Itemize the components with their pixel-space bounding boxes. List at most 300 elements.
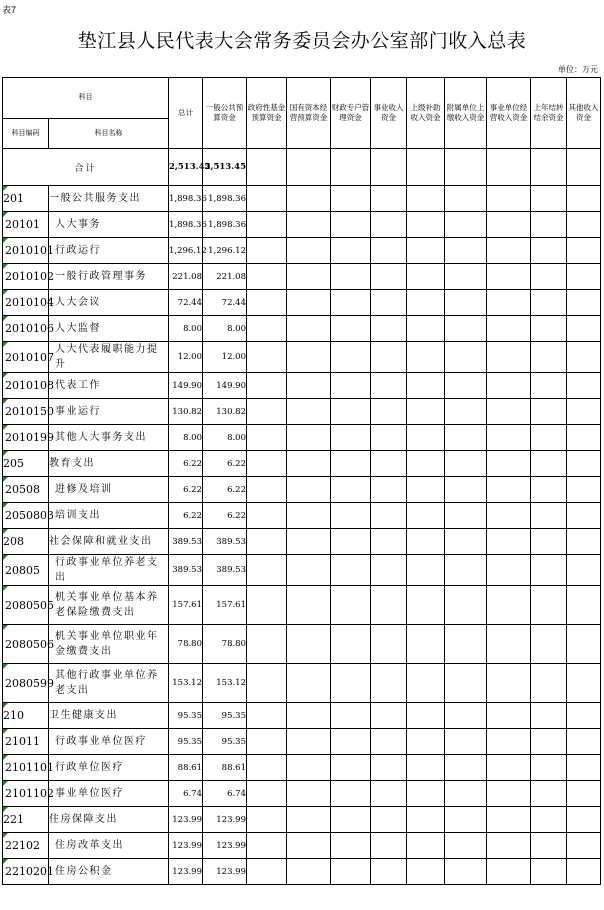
- empty-cell: [567, 149, 601, 186]
- empty-cell: [445, 212, 487, 238]
- total-amount: 2,513.45: [169, 149, 203, 186]
- empty-cell: [287, 399, 331, 425]
- empty-cell: [445, 451, 487, 477]
- empty-cell: [287, 477, 331, 503]
- empty-cell: [371, 625, 407, 664]
- empty-cell: [331, 664, 371, 703]
- subject-code: 2080505: [5, 598, 54, 612]
- empty-cell: [487, 149, 531, 186]
- row-general-budget: 221.08: [203, 264, 247, 290]
- header-subject-code: 科目编码: [3, 119, 49, 149]
- subject-code: 2010104: [5, 296, 54, 309]
- empty-cell: [567, 555, 601, 586]
- subject-name: 一般公共服务支出: [49, 186, 169, 212]
- empty-cell: [531, 755, 567, 781]
- empty-cell: [487, 625, 531, 664]
- empty-cell: [407, 833, 445, 859]
- empty-cell: [531, 833, 567, 859]
- empty-cell: [445, 859, 487, 885]
- page-title: 垫江县人民代表大会常务委员会办公室部门收入总表: [77, 30, 527, 52]
- subject-code-cell: [3, 290, 54, 316]
- cell-marker-icon: [3, 807, 8, 812]
- row-total: 72.44: [169, 290, 203, 316]
- empty-cell: [531, 703, 567, 729]
- empty-cell: [247, 399, 287, 425]
- subject-code-cell: [3, 729, 49, 755]
- row-total: 149.90: [169, 373, 203, 399]
- subject-code-cell: [3, 664, 54, 703]
- empty-cell: [445, 503, 487, 529]
- empty-cell: [331, 290, 371, 316]
- cell-marker-icon: [3, 316, 8, 321]
- empty-cell: [407, 149, 445, 186]
- empty-cell: [331, 755, 371, 781]
- subject-code: 205: [3, 457, 24, 470]
- empty-cell: [407, 703, 445, 729]
- row-general-budget: 123.99: [203, 859, 247, 885]
- table-row: [3, 503, 601, 529]
- empty-cell: [407, 290, 445, 316]
- empty-cell: [445, 264, 487, 290]
- row-total: 157.61: [169, 586, 203, 625]
- empty-cell: [371, 342, 407, 373]
- row-general-budget: 149.90: [203, 373, 247, 399]
- empty-cell: [287, 503, 331, 529]
- row-total: 88.61: [169, 755, 203, 781]
- empty-cell: [247, 425, 287, 451]
- subject-code: 2101101: [5, 761, 54, 774]
- empty-cell: [247, 833, 287, 859]
- empty-cell: [247, 729, 287, 755]
- empty-cell: [407, 373, 445, 399]
- row-general-budget: 88.61: [203, 755, 247, 781]
- table-row: [3, 425, 601, 451]
- empty-cell: [287, 729, 331, 755]
- empty-cell: [407, 755, 445, 781]
- row-total: 123.99: [169, 833, 203, 859]
- empty-cell: [531, 503, 567, 529]
- row-total: 1,898.36: [169, 186, 203, 212]
- empty-cell: [287, 212, 331, 238]
- empty-cell: [567, 833, 601, 859]
- subject-name: 事业运行: [49, 399, 169, 425]
- row-general-budget: 95.35: [203, 703, 247, 729]
- empty-cell: [445, 477, 487, 503]
- empty-cell: [567, 399, 601, 425]
- empty-cell: [487, 186, 531, 212]
- cell-marker-icon: [3, 186, 8, 191]
- empty-cell: [247, 212, 287, 238]
- empty-cell: [287, 186, 331, 212]
- empty-cell: [407, 807, 445, 833]
- empty-cell: [487, 399, 531, 425]
- empty-cell: [371, 703, 407, 729]
- empty-cell: [371, 264, 407, 290]
- empty-cell: [531, 859, 567, 885]
- subject-name: 住房改革支出: [49, 833, 169, 859]
- empty-cell: [445, 149, 487, 186]
- table-row: [3, 342, 601, 373]
- row-total: 6.74: [169, 781, 203, 807]
- subject-code-cell: [3, 555, 49, 586]
- cell-marker-icon: [3, 529, 8, 534]
- empty-cell: [287, 451, 331, 477]
- empty-cell: [445, 625, 487, 664]
- empty-cell: [331, 425, 371, 451]
- empty-cell: [371, 529, 407, 555]
- empty-cell: [287, 859, 331, 885]
- empty-cell: [371, 664, 407, 703]
- cell-marker-icon: [3, 729, 8, 734]
- subject-name: 行政事业单位医疗: [49, 729, 169, 755]
- subject-code: 2210201: [5, 865, 54, 878]
- table-row: [3, 238, 601, 264]
- row-total: 95.35: [169, 729, 203, 755]
- empty-cell: [247, 625, 287, 664]
- empty-cell: [567, 342, 601, 373]
- empty-cell: [287, 425, 331, 451]
- subject-code-cell: [3, 342, 54, 373]
- empty-cell: [531, 451, 567, 477]
- empty-cell: [287, 529, 331, 555]
- header-state-capital: 国有资本经营预算资金: [287, 78, 331, 149]
- subject-code: 221: [3, 813, 24, 826]
- subject-name: 人大代表履职能力提升: [49, 342, 169, 373]
- empty-cell: [445, 586, 487, 625]
- empty-cell: [247, 781, 287, 807]
- empty-cell: [287, 703, 331, 729]
- subject-code-cell: [3, 503, 54, 529]
- subject-code: 20805: [5, 563, 40, 577]
- subject-name: 卫生健康支出: [49, 703, 169, 729]
- empty-cell: [531, 586, 567, 625]
- row-general-budget: 95.35: [203, 729, 247, 755]
- table-row: [3, 586, 601, 625]
- empty-cell: [331, 373, 371, 399]
- empty-cell: [407, 477, 445, 503]
- sheet-label: 表7: [2, 5, 17, 15]
- subject-code-cell: [3, 451, 49, 477]
- empty-cell: [531, 529, 567, 555]
- subject-name: 进修及培训: [49, 477, 169, 503]
- header-subject-group: 科目: [3, 78, 169, 119]
- table-row: [3, 755, 601, 781]
- subject-code-cell: [3, 212, 49, 238]
- empty-cell: [567, 238, 601, 264]
- total-label: 合计: [3, 149, 169, 186]
- empty-cell: [531, 664, 567, 703]
- cell-marker-icon: [3, 859, 8, 864]
- cell-marker-icon: [3, 664, 8, 669]
- cell-marker-icon: [3, 373, 8, 378]
- empty-cell: [371, 238, 407, 264]
- empty-cell: [331, 316, 371, 342]
- empty-cell: [407, 425, 445, 451]
- subject-code: 2010102: [5, 270, 54, 283]
- table-row: [3, 529, 601, 555]
- empty-cell: [407, 625, 445, 664]
- empty-cell: [407, 212, 445, 238]
- empty-cell: [247, 529, 287, 555]
- row-total: 123.99: [169, 807, 203, 833]
- empty-cell: [247, 451, 287, 477]
- table-row: [3, 859, 601, 885]
- empty-cell: [407, 238, 445, 264]
- empty-cell: [247, 859, 287, 885]
- empty-cell: [371, 186, 407, 212]
- empty-cell: [407, 399, 445, 425]
- subject-code: 2080599: [5, 676, 54, 690]
- header-carryover: 上年结转结余资金: [531, 78, 567, 149]
- subject-code-cell: [3, 755, 54, 781]
- row-general-budget: 1,898.36: [203, 186, 247, 212]
- empty-cell: [567, 503, 601, 529]
- empty-cell: [445, 555, 487, 586]
- subject-code-cell: [3, 625, 54, 664]
- header-business-operation: 事业单位经营收入资金: [487, 78, 531, 149]
- empty-cell: [371, 212, 407, 238]
- empty-cell: [331, 451, 371, 477]
- subject-name: 其他人大事务支出: [49, 425, 169, 451]
- empty-cell: [445, 186, 487, 212]
- subject-code: 210: [3, 709, 24, 722]
- empty-cell: [487, 586, 531, 625]
- empty-cell: [487, 729, 531, 755]
- row-total: 12.00: [169, 342, 203, 373]
- row-total: 130.82: [169, 399, 203, 425]
- empty-cell: [331, 477, 371, 503]
- subject-name: 行政单位医疗: [49, 755, 169, 781]
- subject-name: 人大会议: [49, 290, 169, 316]
- empty-cell: [487, 451, 531, 477]
- empty-cell: [247, 186, 287, 212]
- cell-marker-icon: [3, 477, 8, 482]
- subject-code: 20508: [5, 483, 40, 496]
- empty-cell: [407, 451, 445, 477]
- subject-name: 住房保障支出: [49, 807, 169, 833]
- empty-cell: [567, 212, 601, 238]
- subject-name: 事业单位医疗: [49, 781, 169, 807]
- table-row: [3, 729, 601, 755]
- row-total: 8.00: [169, 425, 203, 451]
- subject-code-cell: [3, 238, 54, 264]
- row-general-budget: 78.80: [203, 625, 247, 664]
- empty-cell: [247, 316, 287, 342]
- empty-cell: [445, 399, 487, 425]
- row-general-budget: 6.74: [203, 781, 247, 807]
- row-general-budget: 1,898.36: [203, 212, 247, 238]
- empty-cell: [247, 342, 287, 373]
- row-general-budget: 12.00: [203, 342, 247, 373]
- subject-code: 2010108: [5, 379, 54, 392]
- subject-code-cell: [3, 859, 54, 885]
- empty-cell: [287, 807, 331, 833]
- empty-cell: [567, 729, 601, 755]
- table-row: [3, 186, 601, 212]
- empty-cell: [331, 149, 371, 186]
- cell-marker-icon: [3, 264, 8, 269]
- row-total: 153.12: [169, 664, 203, 703]
- empty-cell: [247, 373, 287, 399]
- empty-cell: [531, 425, 567, 451]
- empty-cell: [445, 529, 487, 555]
- empty-cell: [331, 186, 371, 212]
- subject-name: 代表工作: [49, 373, 169, 399]
- empty-cell: [407, 529, 445, 555]
- row-general-budget: 8.00: [203, 316, 247, 342]
- subject-name: 社会保障和就业支出: [49, 529, 169, 555]
- table-row: [3, 833, 601, 859]
- subject-code-cell: [3, 781, 54, 807]
- cell-marker-icon: [3, 342, 8, 347]
- empty-cell: [247, 477, 287, 503]
- empty-cell: [331, 859, 371, 885]
- empty-cell: [567, 264, 601, 290]
- empty-cell: [531, 238, 567, 264]
- empty-cell: [371, 503, 407, 529]
- empty-cell: [487, 781, 531, 807]
- empty-cell: [567, 316, 601, 342]
- subject-code-cell: [3, 316, 54, 342]
- empty-cell: [407, 503, 445, 529]
- empty-cell: [567, 807, 601, 833]
- empty-cell: [371, 859, 407, 885]
- empty-cell: [531, 781, 567, 807]
- subject-code: 2010101: [5, 244, 54, 257]
- empty-cell: [531, 149, 567, 186]
- cell-marker-icon: [3, 238, 8, 243]
- empty-cell: [287, 755, 331, 781]
- row-total: 123.99: [169, 859, 203, 885]
- total-row: [3, 149, 601, 186]
- subject-name: 行政运行: [49, 238, 169, 264]
- subject-code-cell: [3, 425, 54, 451]
- empty-cell: [407, 729, 445, 755]
- subject-name: 培训支出: [49, 503, 169, 529]
- row-total: 389.53: [169, 529, 203, 555]
- row-total: 95.35: [169, 703, 203, 729]
- empty-cell: [487, 212, 531, 238]
- empty-cell: [567, 529, 601, 555]
- subject-code: 22102: [5, 839, 40, 852]
- empty-cell: [567, 186, 601, 212]
- subject-code: 201: [3, 192, 24, 205]
- empty-cell: [445, 703, 487, 729]
- row-general-budget: 123.99: [203, 833, 247, 859]
- empty-cell: [287, 342, 331, 373]
- empty-cell: [331, 264, 371, 290]
- empty-cell: [487, 529, 531, 555]
- subject-code: 2010106: [5, 322, 54, 335]
- row-general-budget: 389.53: [203, 555, 247, 586]
- empty-cell: [487, 290, 531, 316]
- header-other: 其他收入资金: [567, 78, 601, 149]
- empty-cell: [567, 586, 601, 625]
- empty-cell: [487, 342, 531, 373]
- empty-cell: [247, 586, 287, 625]
- empty-cell: [371, 586, 407, 625]
- empty-cell: [371, 555, 407, 586]
- table-row: [3, 703, 601, 729]
- subject-code: 2050803: [5, 509, 54, 522]
- subject-name: 行政事业单位养老支出: [49, 555, 169, 586]
- subject-code: 208: [3, 535, 24, 548]
- empty-cell: [247, 264, 287, 290]
- subject-code-cell: [3, 399, 54, 425]
- empty-cell: [331, 529, 371, 555]
- empty-cell: [487, 859, 531, 885]
- table-row: [3, 625, 601, 664]
- empty-cell: [287, 290, 331, 316]
- header-business-income: 事业收入资金: [371, 78, 407, 149]
- empty-cell: [487, 833, 531, 859]
- empty-cell: [487, 703, 531, 729]
- subject-code: 2010199: [5, 431, 54, 444]
- empty-cell: [487, 373, 531, 399]
- empty-cell: [247, 664, 287, 703]
- table-row: [3, 807, 601, 833]
- empty-cell: [331, 212, 371, 238]
- empty-cell: [331, 833, 371, 859]
- empty-cell: [445, 342, 487, 373]
- empty-cell: [287, 555, 331, 586]
- empty-cell: [487, 425, 531, 451]
- empty-cell: [487, 238, 531, 264]
- empty-cell: [487, 555, 531, 586]
- empty-cell: [487, 477, 531, 503]
- empty-cell: [331, 503, 371, 529]
- empty-cell: [567, 703, 601, 729]
- row-general-budget: 6.22: [203, 503, 247, 529]
- cell-marker-icon: [3, 399, 8, 404]
- empty-cell: [445, 729, 487, 755]
- empty-cell: [445, 316, 487, 342]
- row-total: 1,296.12: [169, 238, 203, 264]
- cell-marker-icon: [3, 625, 8, 630]
- empty-cell: [445, 425, 487, 451]
- table-row: [3, 399, 601, 425]
- empty-cell: [567, 425, 601, 451]
- empty-cell: [567, 664, 601, 703]
- empty-cell: [531, 264, 567, 290]
- empty-cell: [247, 238, 287, 264]
- subject-code-cell: [3, 586, 54, 625]
- subject-code-cell: [3, 186, 49, 212]
- empty-cell: [371, 729, 407, 755]
- empty-cell: [487, 264, 531, 290]
- empty-cell: [247, 503, 287, 529]
- empty-cell: [407, 664, 445, 703]
- row-total: 6.22: [169, 451, 203, 477]
- empty-cell: [371, 290, 407, 316]
- empty-cell: [567, 625, 601, 664]
- table-row: [3, 664, 601, 703]
- row-general-budget: 157.61: [203, 586, 247, 625]
- subject-name: 机关事业单位职业年金缴费支出: [49, 625, 169, 664]
- row-general-budget: 1,296.12: [203, 238, 247, 264]
- empty-cell: [445, 664, 487, 703]
- empty-cell: [567, 755, 601, 781]
- header-general-budget: 一般公共预算资金: [203, 78, 247, 149]
- empty-cell: [445, 781, 487, 807]
- empty-cell: [407, 781, 445, 807]
- empty-cell: [287, 586, 331, 625]
- empty-cell: [287, 625, 331, 664]
- empty-cell: [247, 755, 287, 781]
- header-subject-name: 科目名称: [49, 119, 169, 149]
- table-row: [3, 477, 601, 503]
- empty-cell: [567, 373, 601, 399]
